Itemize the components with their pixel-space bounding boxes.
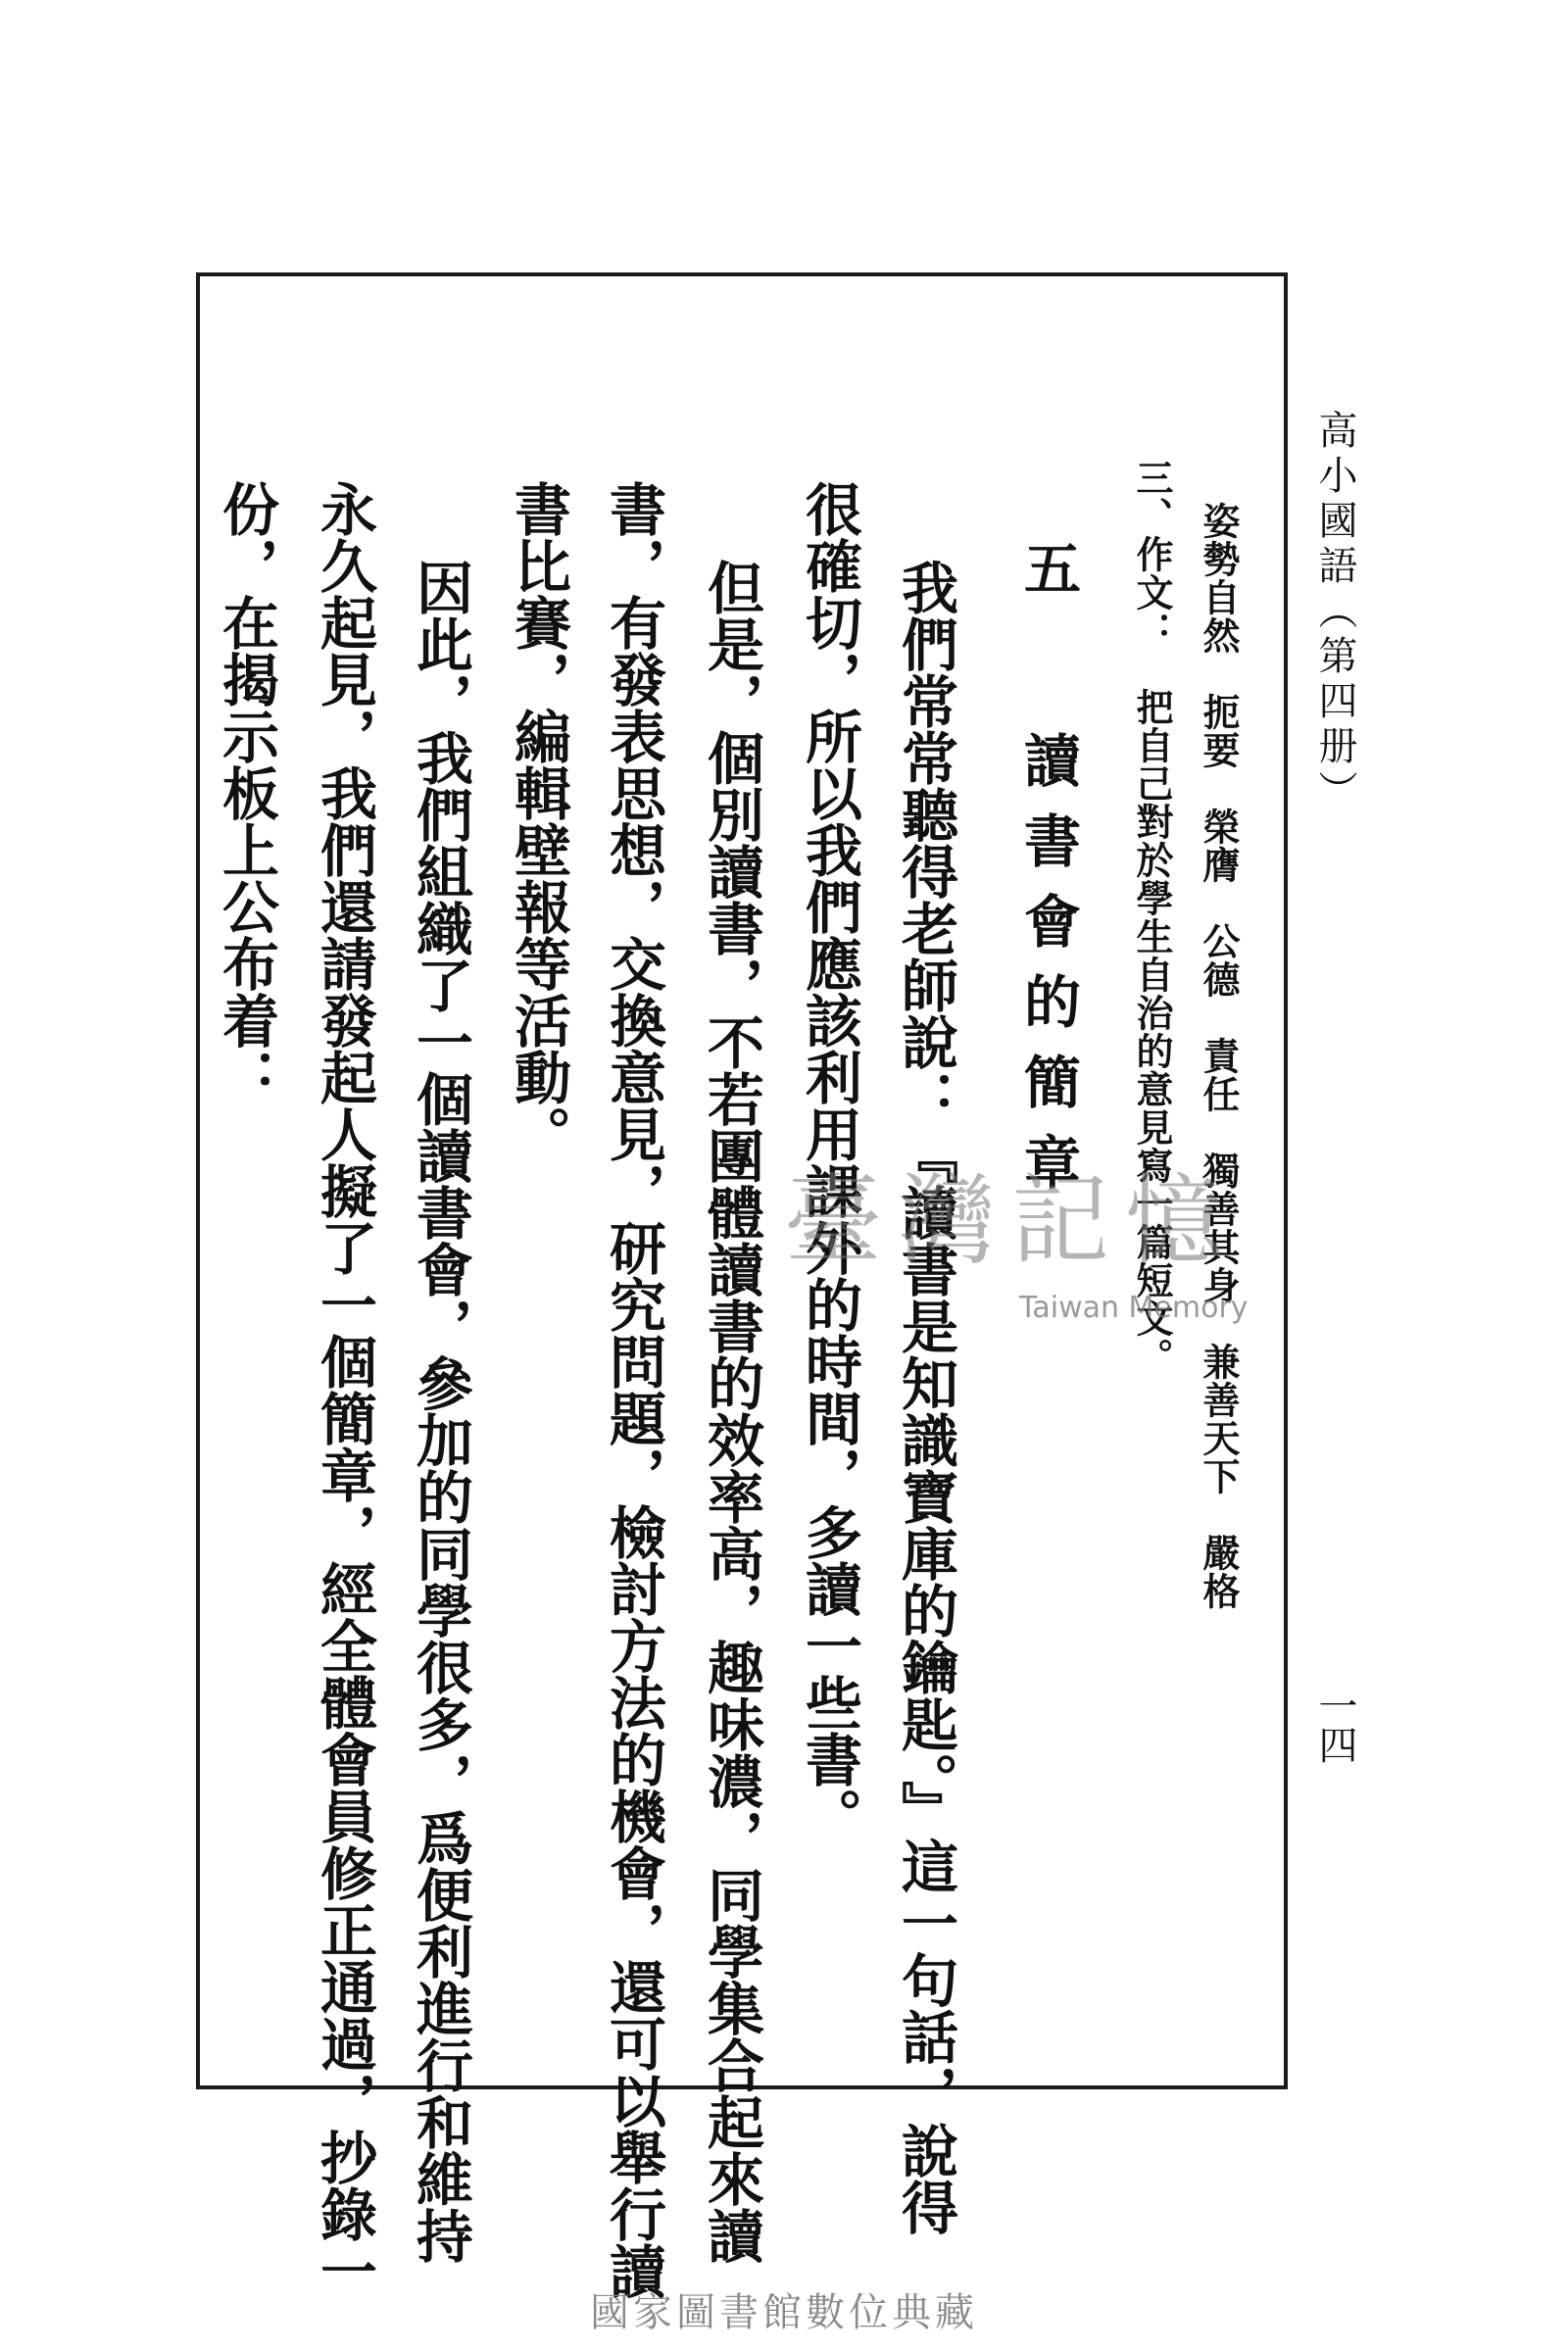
running-title: 高小國語（第四册） [1312,410,1357,815]
lesson-title: 讀書會的簡章 [1014,731,1081,1213]
watermark-subtext: Taiwan Memory [1019,1291,1249,1325]
body-column-3: 但是，個別讀書，不若團體讀書的效率高，趣味濃，同學集合起來讀 [698,559,764,2264]
body-column-7: 永久起見，我們還請發起人擬了一個簡章，經全體會員修正通過，抄錄一 [311,480,377,2299]
vocabulary-list: 姿勢自然 扼要 榮膺 公德 責任 獨善其身 兼善天下 嚴格 [1197,502,1241,1610]
body-column-4: 書，有發表思想，交換意見，研究問題，檢討方法的機會，還可以舉行讀 [600,480,666,2299]
lesson-heading [1014,539,1081,1213]
body-column-6: 因此，我們組織了一個讀書會，參加的同學很多，爲便利進行和維持 [407,559,473,2264]
composition-exercise: 三、作文： 把自己對於學生自治的意見寫一篇短文。 [1130,459,1174,1376]
archive-credit: 國家圖書館數位典藏 [590,2290,978,2335]
body-column-5: 書比賽，編輯壁報等活動。 [505,480,571,1162]
lesson-number: 五 [1014,539,1081,596]
watermark-logo: 臺灣記憶 [784,1163,1239,1278]
body-column-2: 很確切，所以我們應該利用課外的時間，多讀一些書。 [796,480,862,1844]
body-column-8: 份，在揭示板上公布着： [213,480,279,1105]
page-number: 一四 [1312,1686,1357,1764]
body-column-1: 我們常常聽得老師說：『讀書是知識寶庫的鑰匙。』這一句話，說得 [892,559,958,2235]
